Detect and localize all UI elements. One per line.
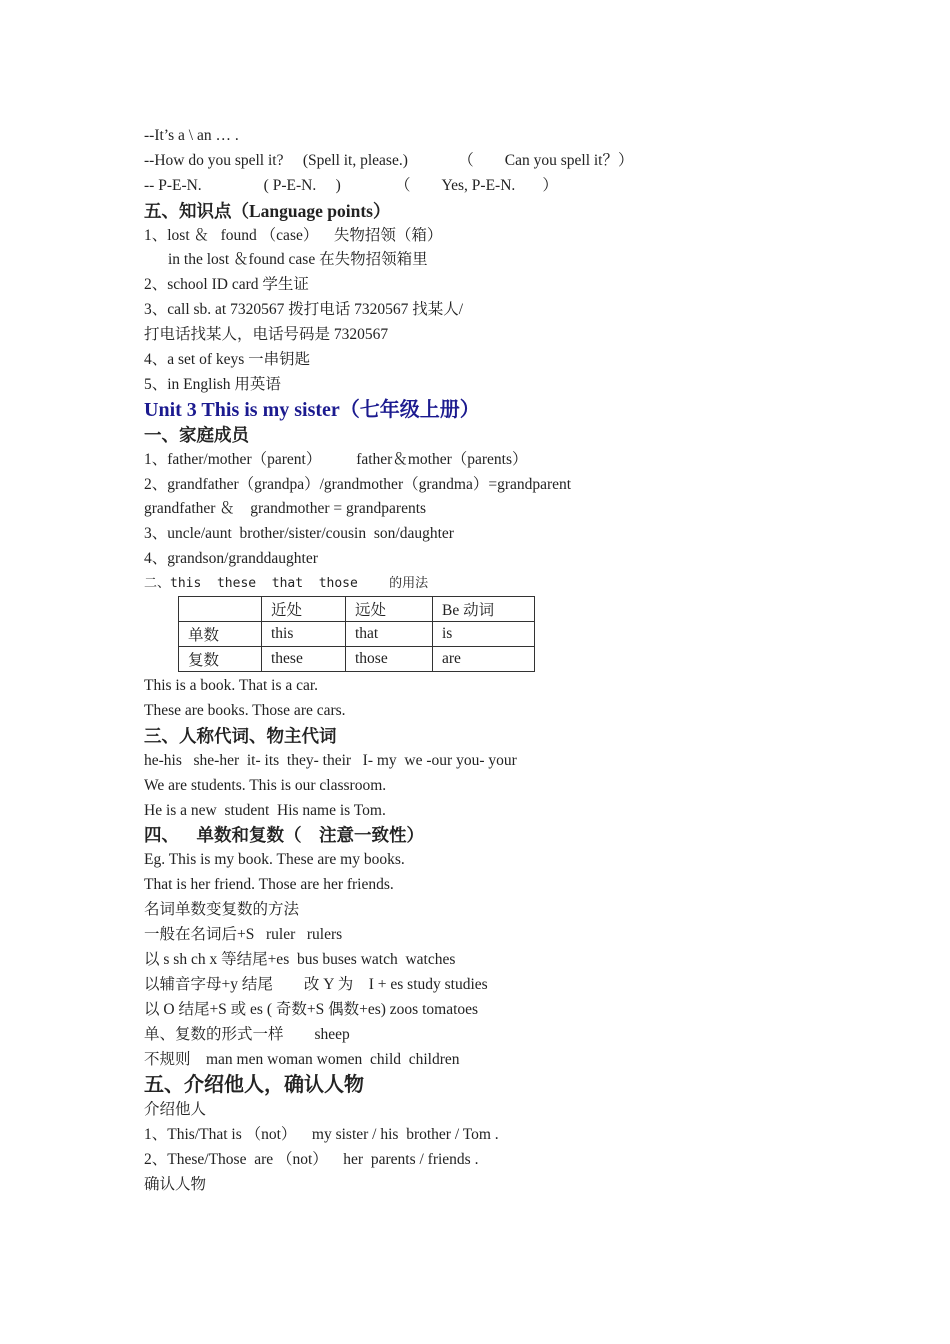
- table-cell: these: [262, 647, 346, 672]
- lang-point-line: 2、school ID card 学生证: [144, 276, 309, 294]
- table-cell: that: [346, 622, 433, 647]
- table-cell: 单数: [179, 622, 262, 647]
- intro-line: 1、This/That is （not） my sister / his brother / Tom .: [144, 1126, 499, 1144]
- family-line: 2、grandfather（grandpa）/grandmother（grandma）=grandparent: [144, 475, 572, 493]
- table-cell: are: [433, 647, 535, 672]
- example-line: These are books. Those are cars.: [144, 702, 346, 720]
- section-heading-demonstratives: 二、this these that those 的用法: [144, 576, 429, 592]
- plural-line: 不规则 man men woman women child children: [144, 1050, 460, 1068]
- family-line: 4、grandson/granddaughter: [144, 550, 318, 568]
- family-line: 1、father/mother（parent） father＆mother（parents）: [144, 450, 528, 468]
- table-cell: 远处: [346, 597, 433, 622]
- lang-point-line: 5、in English 用英语: [144, 375, 281, 393]
- lang-point-line: 4、a set of keys 一串钥匙: [144, 351, 311, 369]
- table-cell: 近处: [262, 597, 346, 622]
- family-line: grandfather ＆ grandmother = grandparents: [144, 500, 427, 518]
- table-cell: 复数: [179, 647, 262, 672]
- plural-line: 以辅音字母+y 结尾 改 Y 为 I + es study studies: [144, 975, 488, 993]
- intro-line: 确认人物: [144, 1176, 207, 1194]
- section-heading-introductions: 五、介绍他人，确认人物: [144, 1074, 364, 1097]
- plural-line: 名词单数变复数的方法: [144, 901, 300, 919]
- plural-line: 单、复数的形式一样 sheep: [144, 1025, 350, 1043]
- lang-point-line: 打电话找某人，电话号码是 7320567: [144, 326, 389, 344]
- lang-point-line: 1、lost ＆ found （case） 失物招领（箱）: [144, 226, 443, 244]
- table-row: [179, 647, 535, 672]
- section-heading-language-points: 五、知识点（Language points）: [144, 200, 391, 221]
- plural-line: Eg. This is my book. These are my books.: [144, 851, 405, 869]
- dialog-line: -- P-E-N. ( P-E-N. ) （ Yes, P-E-N. ）: [144, 176, 558, 194]
- document-page: [144, 124, 824, 1198]
- intro-line: 介绍他人: [144, 1101, 207, 1119]
- unit-title: Unit 3 This is my sister（七年级上册）: [144, 398, 480, 421]
- pronoun-line: He is a new student His name is Tom.: [144, 801, 386, 819]
- example-line: This is a book. That is a car.: [144, 677, 319, 695]
- plural-line: 一般在名词后+S ruler rulers: [144, 926, 343, 944]
- lang-point-line: in the lost ＆found case 在失物招领箱里: [168, 251, 428, 269]
- plural-line: That is her friend. Those are her friends.: [144, 876, 394, 894]
- pronoun-line: he-his she-her it- its they- their I- my we -our you- your: [144, 751, 517, 769]
- table-row: [179, 597, 535, 622]
- family-line: 3、uncle/aunt brother/sister/cousin son/daughter: [144, 525, 454, 543]
- demonstratives-table: [178, 596, 535, 672]
- intro-line: 2、These/Those are （not） her parents / friends .: [144, 1151, 479, 1169]
- table-cell: [179, 597, 262, 622]
- table-cell: those: [346, 647, 433, 672]
- table-cell: Be 动词: [433, 597, 535, 622]
- table-row: [179, 622, 535, 647]
- table-cell: this: [262, 622, 346, 647]
- dialog-line: --How do you spell it? (Spell it, please.) （ Can you spell it？）: [144, 151, 634, 169]
- dialog-line: --It’s a \ an … .: [144, 127, 239, 144]
- plural-line: 以 s sh ch x 等结尾+es bus buses watch watches: [144, 950, 456, 968]
- table-cell: is: [433, 622, 535, 647]
- section-heading-pronouns: 三、人称代词、物主代词: [144, 725, 337, 746]
- lang-point-line: 3、call sb. at 7320567 拨打电话 7320567 找某人/: [144, 301, 464, 319]
- pronoun-line: We are students. This is our classroom.: [144, 776, 387, 794]
- plural-line: 以 O 结尾+S 或 es ( 奇数+S 偶数+es) zoos tomatoes: [144, 1000, 479, 1018]
- section-heading-plurals: 四、 单数和复数（ 注意一致性）: [144, 825, 424, 846]
- section-heading-family: 一、家庭成员: [144, 424, 249, 445]
